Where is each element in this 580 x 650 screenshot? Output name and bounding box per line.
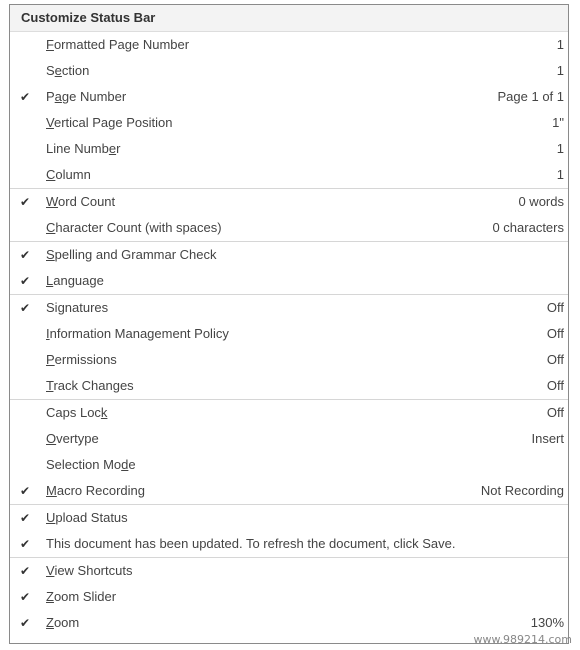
menu-item-label: Signatures (46, 300, 109, 315)
menu-item-value: 1" (552, 115, 564, 130)
menu-item-label: Upload Status (46, 510, 128, 525)
menu-item-section[interactable] (10, 58, 568, 84)
menu-item-value: Insert (531, 431, 564, 446)
menu-group (10, 504, 568, 557)
menu-item-value: 1 (556, 167, 564, 182)
menu-title: Customize Status Bar (10, 5, 568, 32)
menu-item-value: Off (546, 378, 564, 393)
menu-item-track-changes[interactable] (10, 373, 568, 399)
menu-item-label: Page Number (46, 89, 127, 104)
menu-item-caps-lock[interactable] (10, 400, 568, 426)
menu-item-label: Macro Recording (46, 483, 145, 498)
checkmark-icon: ✔ (19, 564, 31, 578)
menu-item-label: Line Number (46, 141, 121, 156)
checkmark-icon: ✔ (19, 301, 31, 315)
menu-item-label: Information Management Policy (46, 326, 229, 341)
menu-item-value: Page 1 of 1 (497, 89, 564, 104)
menu-item-information-management-policy[interactable] (10, 321, 568, 347)
menu-item-label: Track Changes (46, 378, 134, 393)
menu-item-value: 1 (556, 141, 564, 156)
menu-item-label: Spelling and Grammar Check (46, 247, 217, 262)
menu-item-selection-mode[interactable] (10, 452, 568, 478)
menu-item-this-document-has-been-updated-to-refres[interactable] (10, 531, 568, 557)
menu-item-label: Caps Lock (46, 405, 108, 420)
menu-item-value: 0 words (518, 194, 564, 209)
menu-item-page-number[interactable] (10, 84, 568, 110)
menu-item-overtype[interactable] (10, 426, 568, 452)
menu-item-value: Off (546, 352, 564, 367)
menu-item-zoom-slider[interactable] (10, 584, 568, 610)
menu-item-label: View Shortcuts (46, 563, 133, 578)
watermark: www.989214.com (473, 633, 572, 646)
menu-item-value: 1 (556, 63, 564, 78)
menu-item-value: Off (546, 326, 564, 341)
menu-item-value: 0 characters (492, 220, 564, 235)
menu-item-macro-recording[interactable] (10, 478, 568, 504)
menu-item-vertical-page-position[interactable] (10, 110, 568, 136)
menu-item-view-shortcuts[interactable] (10, 558, 568, 584)
menu-item-label: Formatted Page Number (46, 37, 190, 52)
menu-groups (10, 32, 568, 636)
checkmark-icon: ✔ (19, 616, 31, 630)
customize-status-bar-menu (9, 4, 569, 644)
checkmark-icon: ✔ (19, 195, 31, 209)
menu-item-value: Off (546, 405, 564, 420)
menu-item-label: Character Count (with spaces) (46, 220, 222, 235)
menu-item-label: Permissions (46, 352, 117, 367)
menu-item-label: Zoom (46, 615, 80, 630)
menu-group (10, 399, 568, 504)
menu-group (10, 188, 568, 241)
checkmark-icon: ✔ (19, 537, 31, 551)
menu-item-signatures[interactable] (10, 295, 568, 321)
menu-item-label: Section (46, 63, 90, 78)
menu-group (10, 294, 568, 399)
menu-item-label: This document has been updated. To refresh the document, click Save. (46, 536, 456, 551)
checkmark-icon: ✔ (19, 511, 31, 525)
menu-item-label: Zoom Slider (46, 589, 117, 604)
checkmark-icon: ✔ (19, 274, 31, 288)
checkmark-icon: ✔ (19, 484, 31, 498)
menu-item-language[interactable] (10, 268, 568, 294)
menu-item-upload-status[interactable] (10, 505, 568, 531)
checkmark-icon: ✔ (19, 248, 31, 262)
menu-item-label: Language (46, 273, 104, 288)
menu-item-character-count-with-spaces[interactable] (10, 215, 568, 241)
menu-group (10, 557, 568, 636)
menu-item-formatted-page-number[interactable] (10, 32, 568, 58)
checkmark-icon: ✔ (19, 590, 31, 604)
menu-item-value: 1 (556, 37, 564, 52)
menu-item-line-number[interactable] (10, 136, 568, 162)
menu-item-spelling-and-grammar-check[interactable] (10, 242, 568, 268)
menu-item-value: Not Recording (480, 483, 564, 498)
menu-item-value: 130% (530, 615, 564, 630)
menu-item-column[interactable] (10, 162, 568, 188)
menu-item-label: Column (46, 167, 91, 182)
menu-item-label: Word Count (46, 194, 116, 209)
menu-group (10, 241, 568, 294)
menu-item-permissions[interactable] (10, 347, 568, 373)
menu-group (10, 32, 568, 188)
menu-item-word-count[interactable] (10, 189, 568, 215)
menu-item-value: Off (546, 300, 564, 315)
menu-item-label: Overtype (46, 431, 99, 446)
checkmark-icon: ✔ (19, 90, 31, 104)
menu-item-label: Vertical Page Position (46, 115, 173, 130)
menu-item-label: Selection Mode (46, 457, 136, 472)
